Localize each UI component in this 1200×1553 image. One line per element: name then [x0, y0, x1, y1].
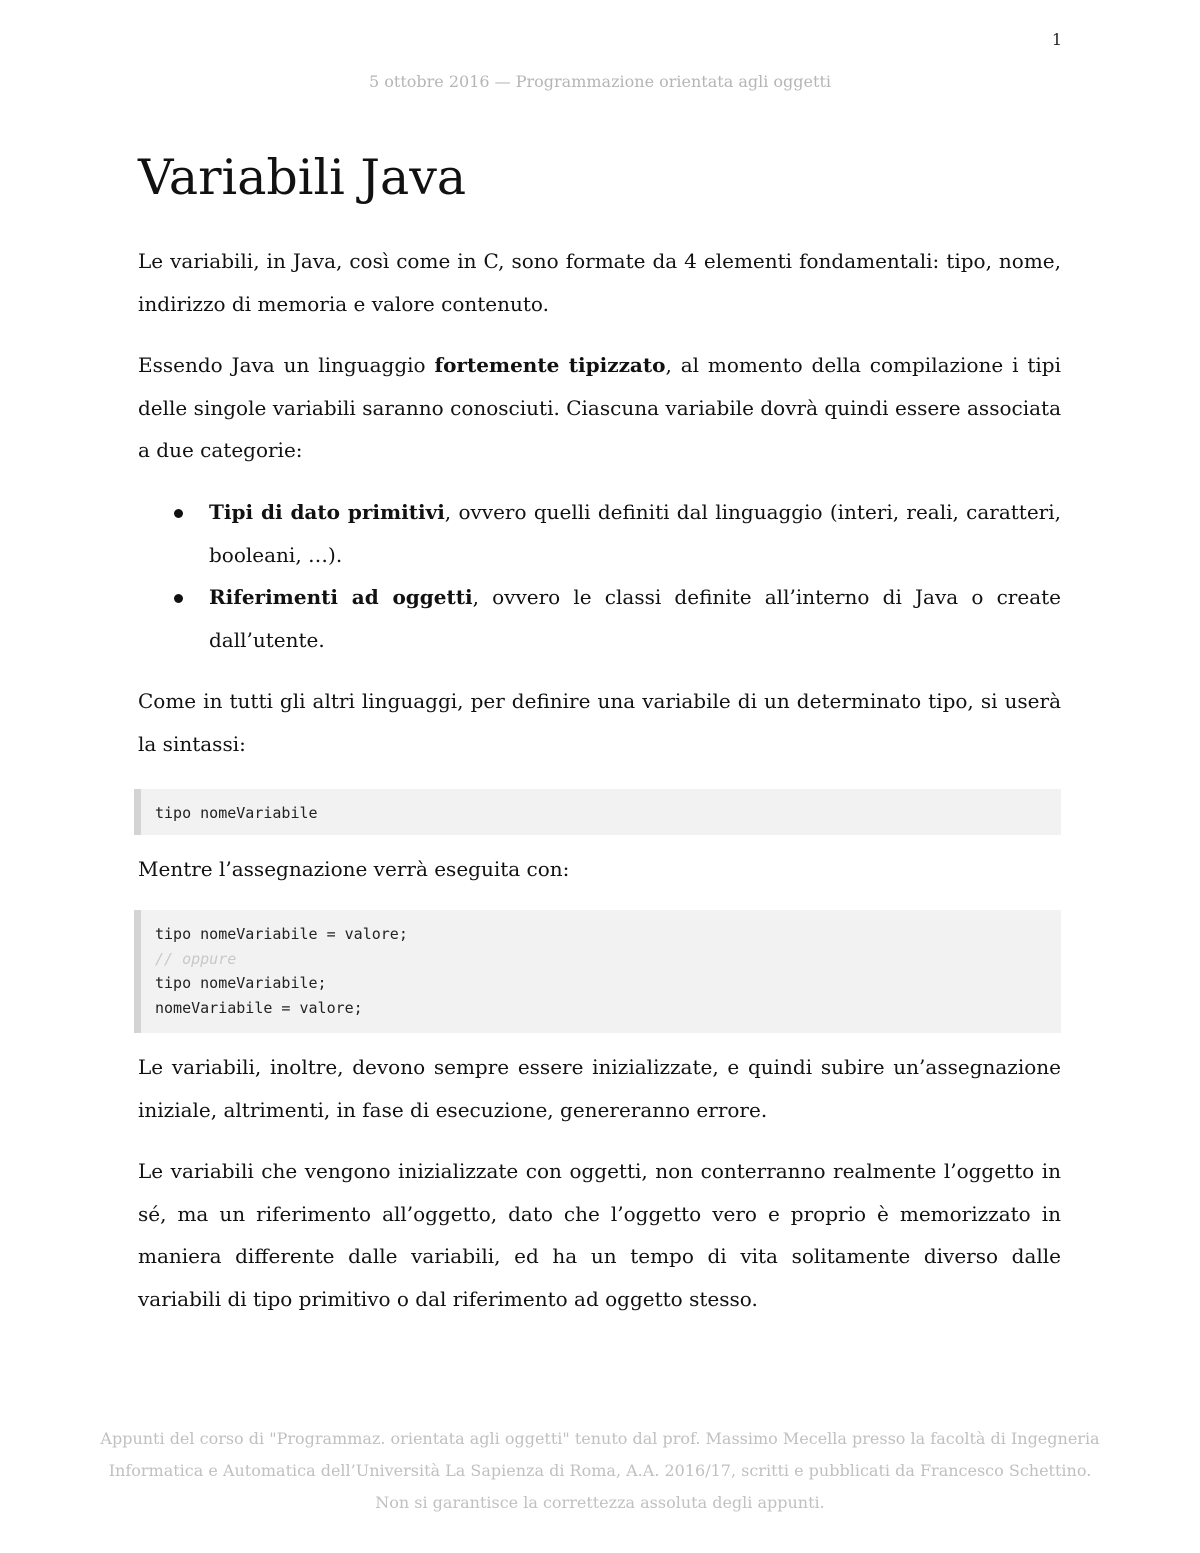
list-item-text: , ovvero quelli definiti dal linguaggio (interi, reali, caratteri, booleani, …).: [209, 500, 1061, 567]
bullet-icon: [174, 594, 183, 603]
list-item-text: , ovvero le classi definite all’interno di Java o create dall’utente.: [209, 585, 1061, 652]
list-item: [174, 576, 1061, 661]
paragraph-typing-after: , al momento della compilazione i tipi delle singole variabili saranno conosciuti. Ciascuna variabile dovrà quindi essere associata a due categorie:: [138, 353, 1062, 462]
code-block-assignment: [134, 910, 1061, 1033]
footer-line: Informatica e Automatica dell’Università La Sapienza di Roma, A.A. 2016/17, scritti e pubblicati da Francesco Schettino.: [108, 1461, 1092, 1480]
paragraph-typing-before: Essendo Java un linguaggio: [138, 353, 435, 377]
page-number: 1: [1051, 30, 1062, 49]
paragraph-typing: [138, 344, 1061, 472]
running-header: 5 ottobre 2016 — Programmazione orientata agli oggetti: [369, 72, 831, 91]
paragraph-syntax: Come in tutti gli altri linguaggi, per definire una variabile di un determinato tipo, si userà la sintassi:: [138, 689, 1061, 756]
paragraph-initialization: Le variabili, inoltre, devono sempre essere inizializzate, e quindi subire un’assegnazione iniziale, altrimenti, in fase di esecuzione, genereranno errore.: [138, 1055, 1061, 1122]
code-line: tipo nomeVariabile;: [155, 974, 327, 992]
code-block-declaration: [134, 789, 1061, 835]
page-footer: [0, 1423, 1200, 1519]
paragraph-assignment: Mentre l’assegnazione verrà eseguita con:: [138, 857, 570, 881]
code-line: nomeVariabile = valore;: [155, 998, 363, 1017]
list-item: [174, 491, 1061, 576]
document-title: Variabili Java: [138, 149, 467, 206]
paragraph-typing-bold: fortemente tipizzato: [434, 353, 666, 377]
code-line: tipo nomeVariabile = valore;: [155, 925, 408, 943]
code-comment: // oppure: [155, 949, 237, 968]
list-item-bold: Tipi di dato primitivi: [209, 500, 445, 524]
bullet-icon: [174, 509, 183, 518]
paragraph-references: Le variabili che vengono inizializzate con oggetti, non conterranno realmente l’oggetto in sé, ma un riferimento all’oggetto, dato che l’oggetto vero e proprio è memorizzato in maniera differente dalle variabili, ed ha un tempo di vita solitamente diverso dalle variabili di tipo primitivo o dal riferimento ad oggetto stesso.: [138, 1159, 1061, 1311]
footer-line: Non si garantisce la correttezza assoluta degli appunti.: [375, 1493, 825, 1512]
footer-line: Appunti del corso di "Programmaz. orientata agli oggetti" tenuto dal prof. Massimo Mecella presso la facoltà di Ingegneria: [100, 1429, 1100, 1448]
code-line: tipo nomeVariabile: [155, 804, 318, 822]
paragraph-intro: Le variabili, in Java, così come in C, sono formate da 4 elementi fondamentali: tipo, nome, indirizzo di memoria e valore contenuto.: [138, 249, 1061, 316]
list-item-bold: Riferimenti ad oggetti: [209, 585, 473, 609]
category-list: [174, 491, 1061, 661]
